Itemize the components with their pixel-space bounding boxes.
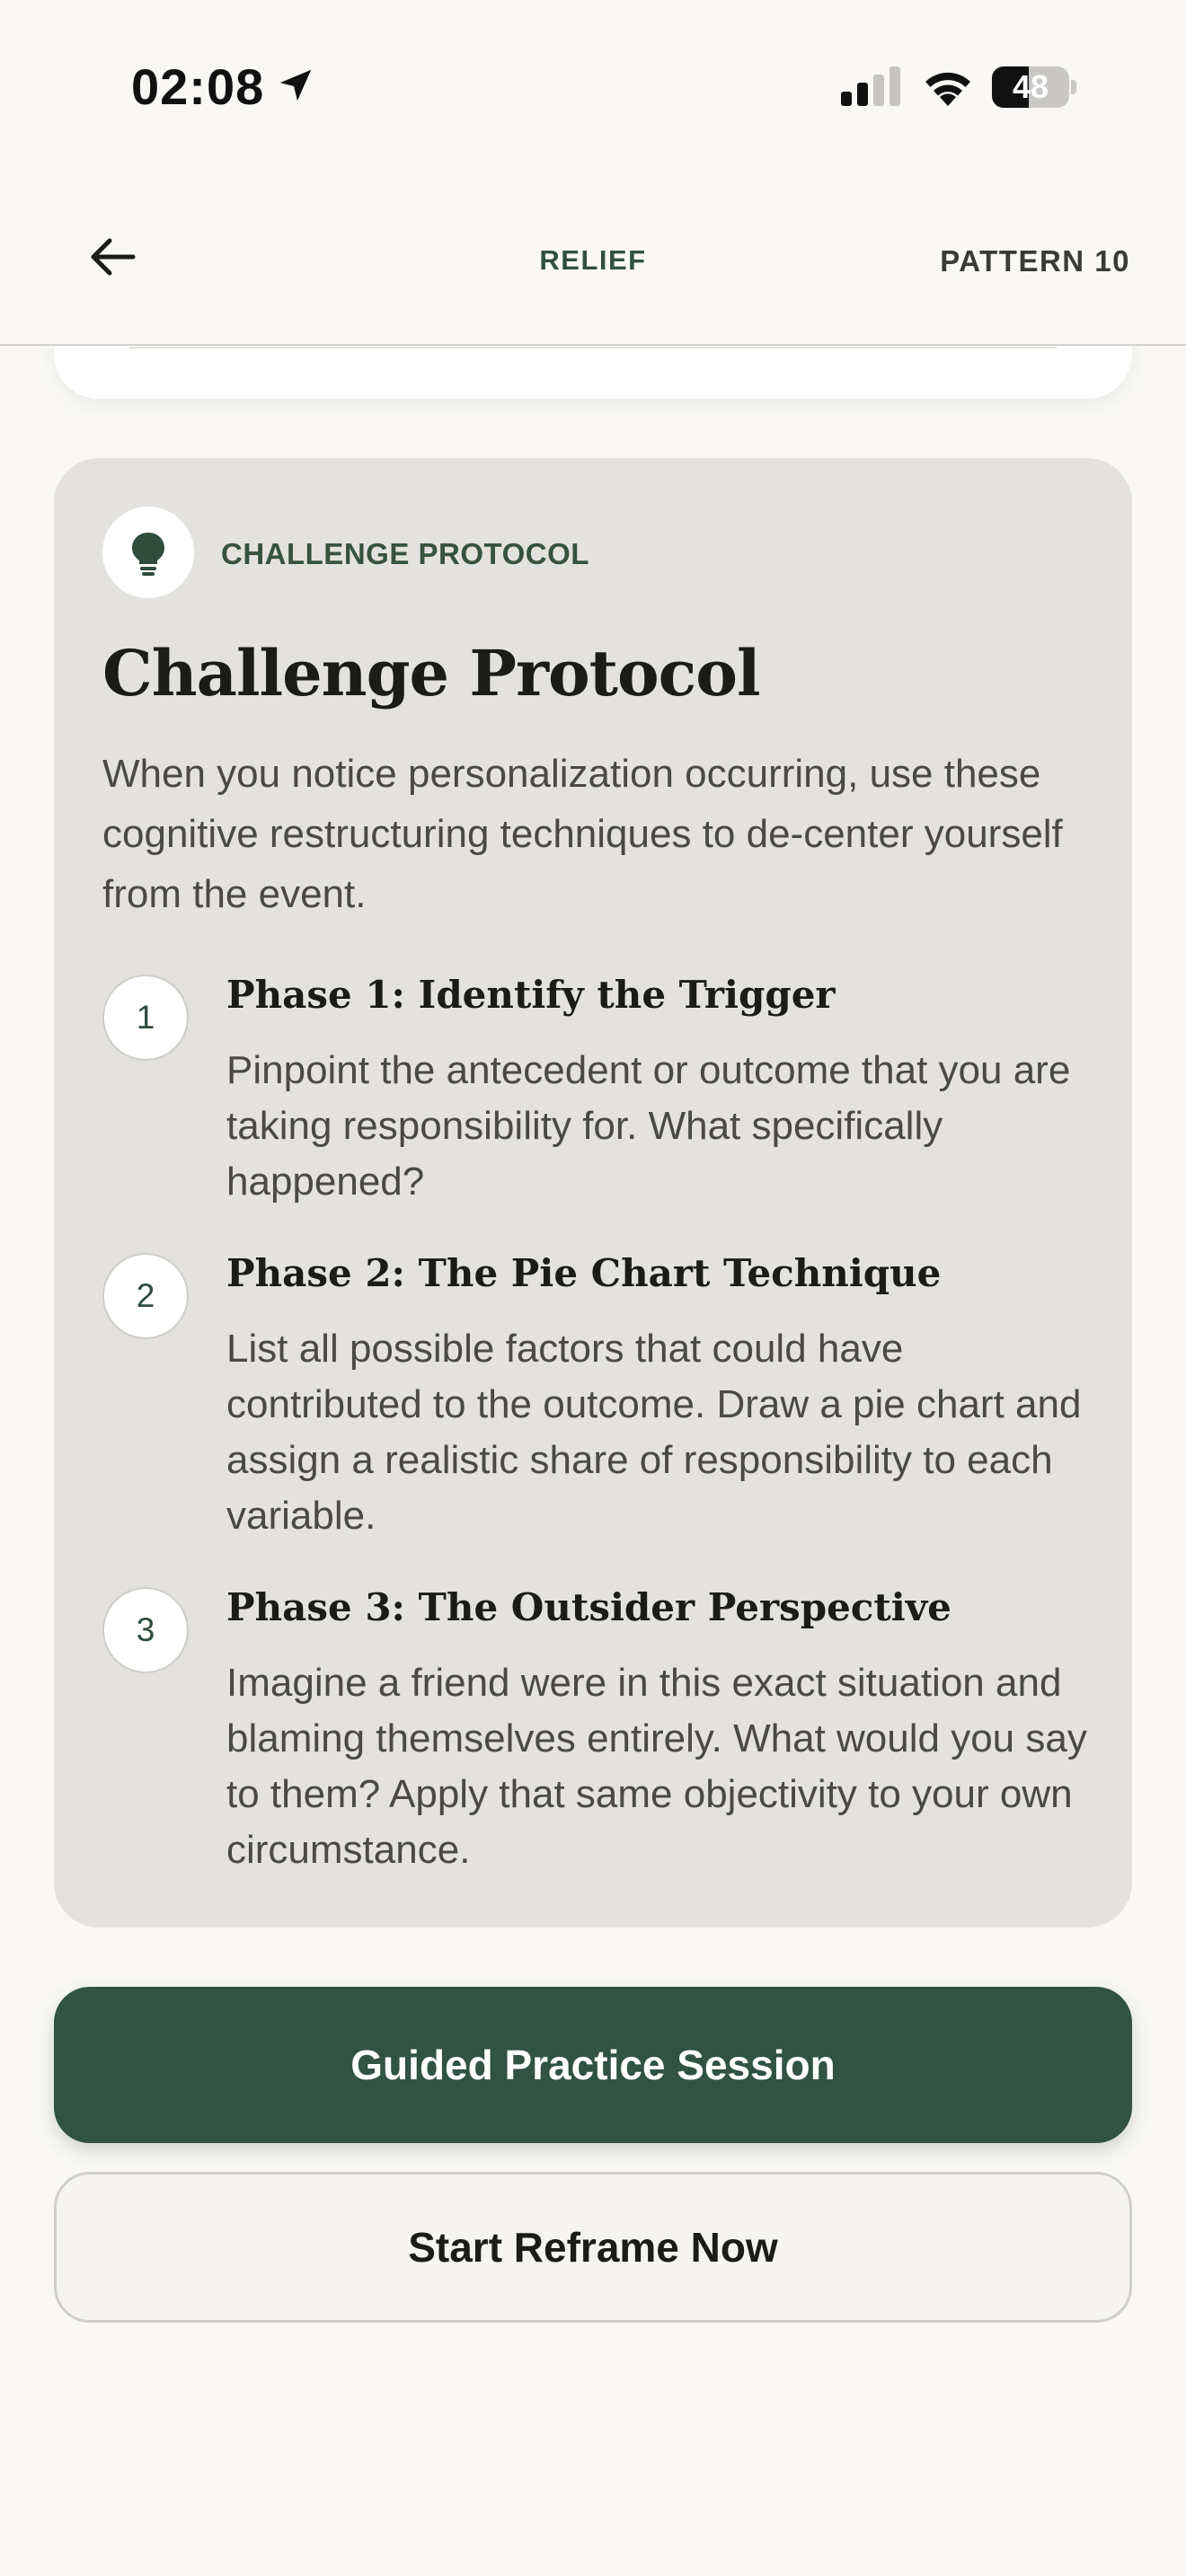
phase-number: 2 <box>102 1253 189 1339</box>
section-eyebrow: CHALLENGE PROTOCOL <box>221 537 589 570</box>
phase-description: Imagine a friend were in this exact situation and blaming themselves entirely. What would you say to them? Apply that same objectivity to your own circumstance. <box>226 1661 1087 1872</box>
lightbulb-icon <box>128 531 168 576</box>
start-reframe-button[interactable]: Start Reframe Now <box>54 2172 1132 2323</box>
guided-practice-button[interactable]: Guided Practice Session <box>54 1987 1132 2143</box>
badge-circle <box>102 507 194 598</box>
battery-indicator <box>992 66 1076 108</box>
battery-body <box>992 66 1069 108</box>
page-title: RELIEF <box>539 244 647 276</box>
phase-title: Phase 2: The Pie Chart Technique <box>226 1251 942 1295</box>
cellular-signal-icon <box>839 66 902 108</box>
card-intro: When you notice personalization occurring, use these cognitive restructuring techniques to de-center yourself from the event. <box>102 752 1063 916</box>
phase-number: 3 <box>102 1587 189 1673</box>
status-time: 02:08 <box>131 58 265 115</box>
challenge-protocol-card <box>54 458 1132 1928</box>
phase-description: List all possible factors that could have contributed to the outcome. Draw a pie chart and assign a realistic share of responsibility to each variable. <box>226 1327 1082 1538</box>
divider <box>129 347 1057 348</box>
phase-description: Pinpoint the antecedent or outcome that you are taking responsibility for. What specifically happened? <box>226 1048 1071 1204</box>
pattern-label: PATTERN 10 <box>940 244 1130 278</box>
battery-cap <box>1071 80 1076 94</box>
card-title: Challenge Protocol <box>102 636 760 710</box>
location-arrow-icon <box>275 65 316 106</box>
phase-title: Phase 3: The Outsider Perspective <box>226 1585 951 1629</box>
battery-percent: 48 <box>1012 68 1049 105</box>
nav-header <box>0 171 1186 346</box>
phase-title: Phase 1: Identify the Trigger <box>226 973 836 1017</box>
wifi-icon <box>920 65 976 108</box>
phase-number: 1 <box>102 975 189 1061</box>
status-bar <box>0 0 1186 171</box>
